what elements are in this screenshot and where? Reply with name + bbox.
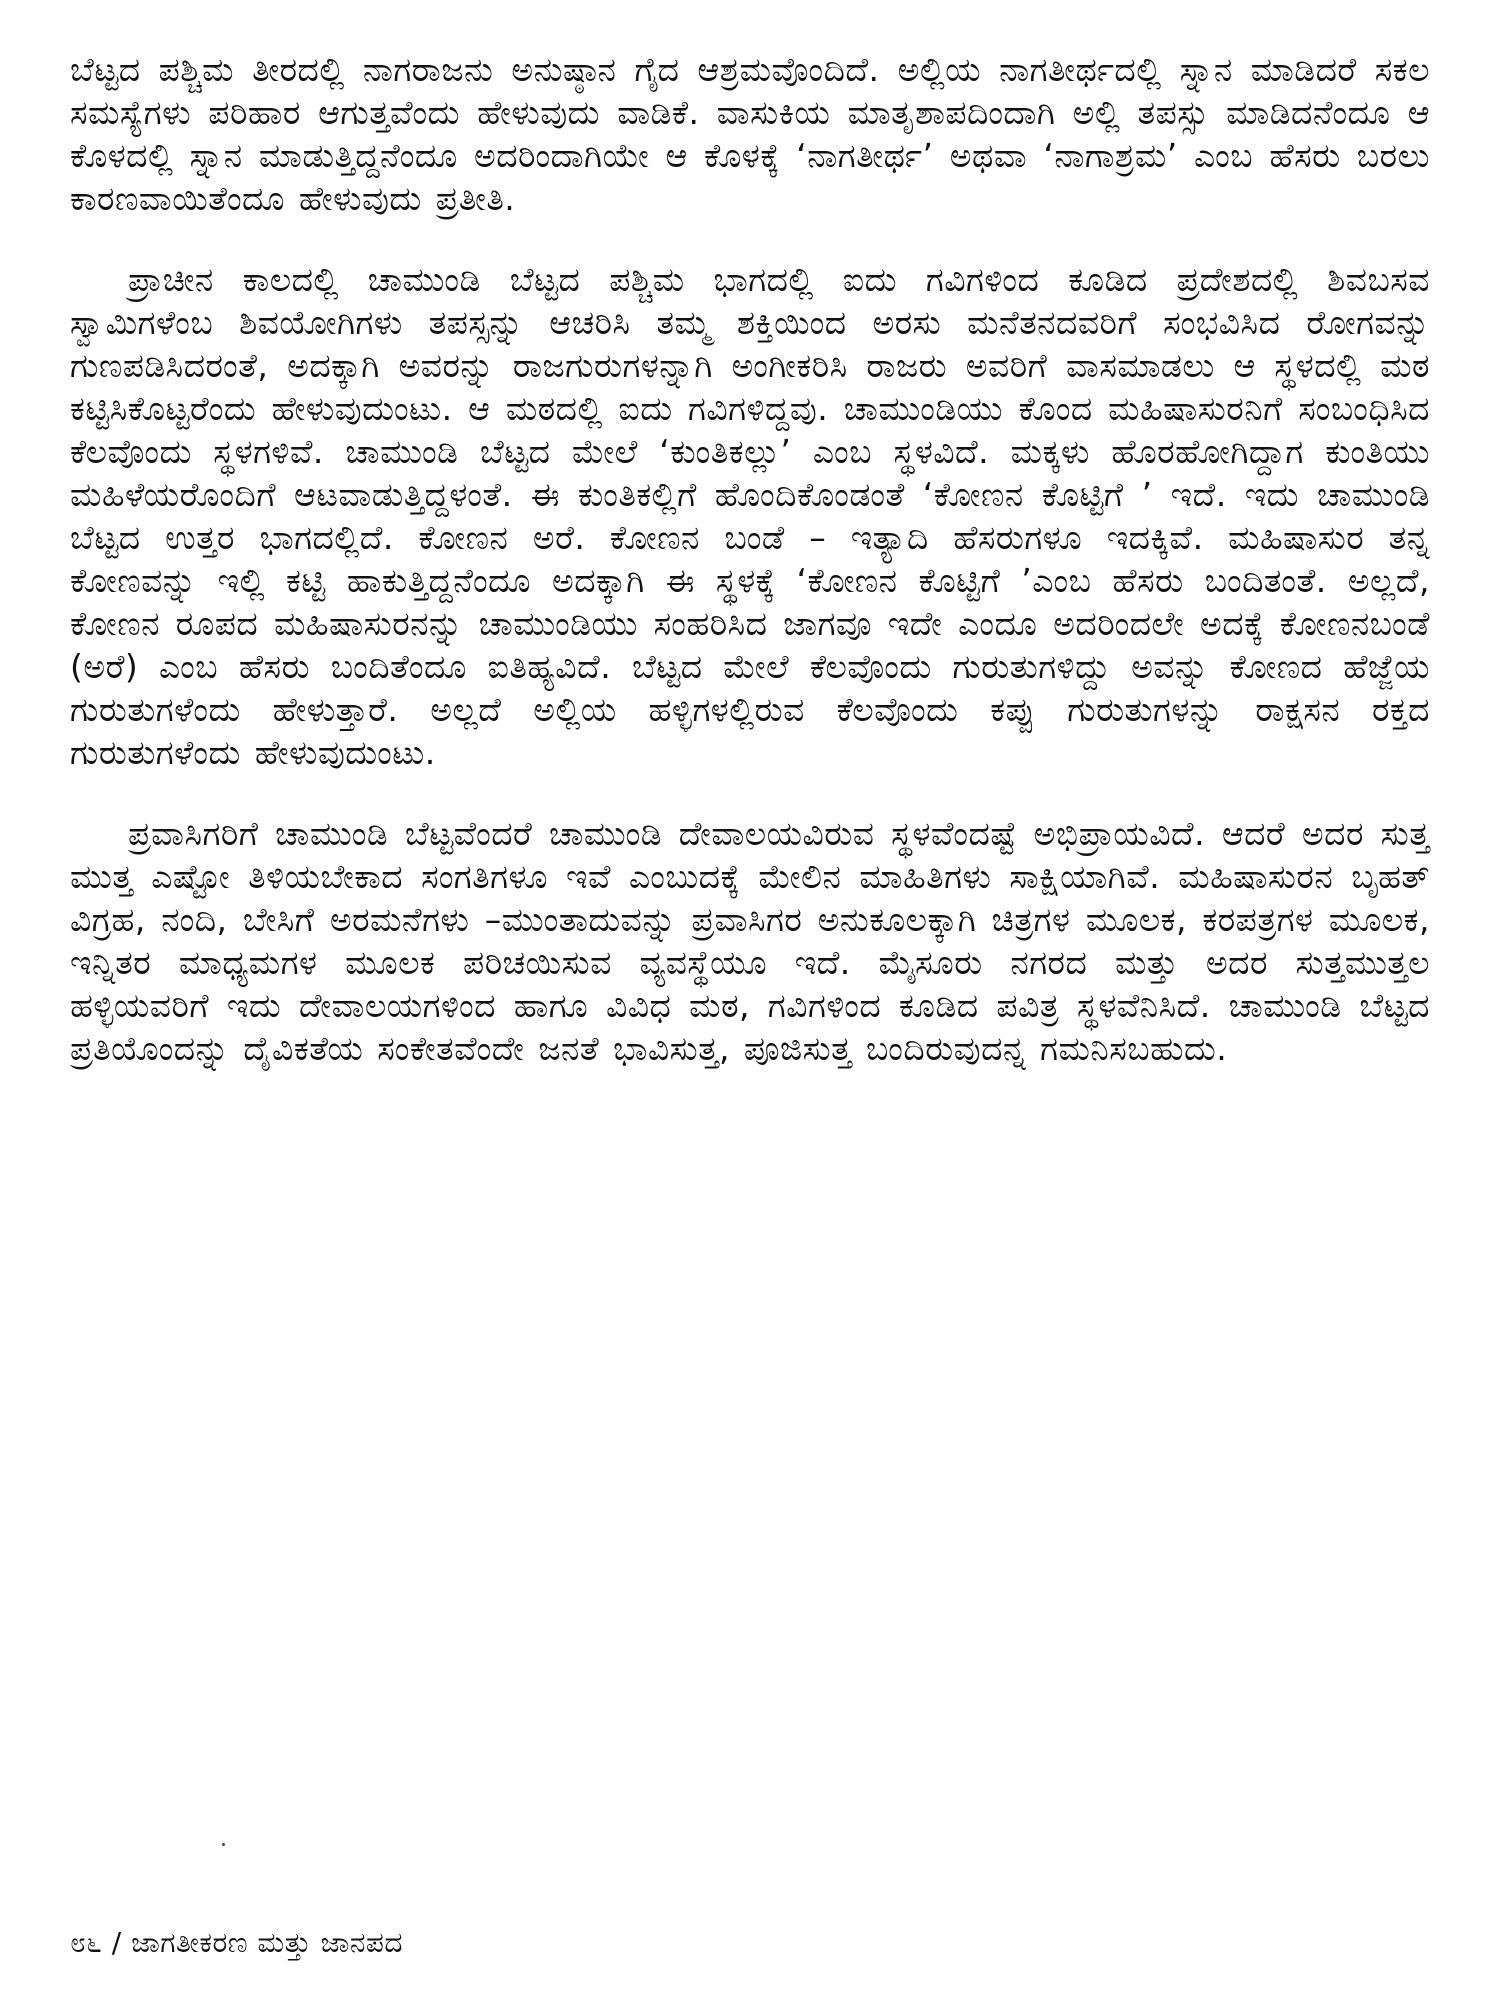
paragraph-nagatirtha: ಬೆಟ್ಟದ ಪಶ್ಚಿಮ ತೀರದಲ್ಲಿ ನಾಗರಾಜನು ಅನುಷ್ಠಾನ ಗೈದ ಆಶ್ರಮವೊಂದಿದೆ. ಅಲ್ಲಿಯ ನಾಗತೀರ್ಥದಲ್ಲಿ ಸ್ನಾನ ಮಾಡಿದರೆ ಸಕಲ ಸಮಸ್ಯೆಗಳು ಪರಿಹಾರ ಆಗುತ್ತವೆಂದು ಹೇಳುವುದು ವಾಡಿಕೆ. ವಾಸುಕಿಯ ಮಾತೃಶಾಪದಿಂದಾಗಿ ಅಲ್ಲಿ ತಪಸ್ಸು ಮಾಡಿದನೆಂದೂ ಆ ಕೊಳದಲ್ಲಿ ಸ್ನಾನ ಮಾಡುತ್ತಿದ್ದನೆಂದೂ ಅದರಿಂದಾಗಿಯೇ ಆ ಕೊಳಕ್ಕೆ ‘ನಾಗತೀರ್ಥ’ ಅಥವಾ ‘ನಾಗಾಶ್ರಮ’ ಎಂಬ ಹೆಸರು ಬರಲು ಕಾರಣವಾಯಿತೆಂದೂ ಹೇಳುವುದು ಪ್ರತೀತಿ. <box>70 50 1430 218</box>
paragraph-tourists: ಪ್ರವಾಸಿಗರಿಗೆ ಚಾಮುಂಡಿ ಬೆಟ್ಟವೆಂದರೆ ಚಾಮುಂಡಿ ದೇವಾಲಯವಿರುವ ಸ್ಥಳವೆಂದಷ್ಟೆ ಅಭಿಪ್ರಾಯವಿದೆ. ಆದರೆ ಅದರ ಸುತ್ತ ಮುತ್ತ ಎಷ್ಟೋ ತಿಳಿಯಬೇಕಾದ ಸಂಗತಿಗಳೂ ಇವೆ ಎಂಬುದಕ್ಕೆ ಮೇಲಿನ ಮಾಹಿತಿಗಳು ಸಾಕ್ಷಿಯಾಗಿವೆ. ಮಹಿಷಾಸುರನ ಬೃಹತ್ ವಿಗ್ರಹ, ನಂದಿ, ಬೇಸಿಗೆ ಅರಮನೆಗಳು –ಮುಂತಾದುವನ್ನು ಪ್ರವಾಸಿಗರ ಅನುಕೂಲಕ್ಕಾಗಿ ಚಿತ್ರಗಳ ಮೂಲಕ, ಕರಪತ್ರಗಳ ಮೂಲಕ, ಇನ್ನಿತರ ಮಾಧ್ಯಮಗಳ ಮೂಲಕ ಪರಿಚಯಿಸುವ ವ್ಯವಸ್ಥೆಯೂ ಇದೆ. ಮೈಸೂರು ನಗರದ ಮತ್ತು ಅದರ ಸುತ್ತಮುತ್ತಲ ಹಳ್ಳಿಯವರಿಗೆ ಇದು ದೇವಾಲಯಗಳಿಂದ ಹಾಗೂ ವಿವಿಧ ಮಠ, ಗವಿಗಳಿಂದ ಕೂಡಿದ ಪವಿತ್ರ ಸ್ಥಳವೆನಿಸಿದೆ. ಚಾಮುಂಡಿ ಬೆಟ್ಟದ ಪ್ರತಿಯೊಂದನ್ನು ದೈವಿಕತೆಯ ಸಂಕೇತವೆಂದೇ ಜನತೆ ಭಾವಿಸುತ್ತ, ಪೂಜಿಸುತ್ತ ಬಂದಿರುವುದನ್ನ ಗಮನಿಸಬಹುದು. <box>70 814 1430 1068</box>
paragraph-chamundi-hill-history: ಪ್ರಾಚೀನ ಕಾಲದಲ್ಲಿ ಚಾಮುಂಡಿ ಬೆಟ್ಟದ ಪಶ್ಚಿಮ ಭಾಗದಲ್ಲಿ ಐದು ಗವಿಗಳಿಂದ ಕೂಡಿದ ಪ್ರದೇಶದಲ್ಲಿ ಶಿವಬಸವ ಸ್ವಾಮಿಗಳೆಂಬ ಶಿವಯೋಗಿಗಳು ತಪಸ್ಸನ್ನು ಆಚರಿಸಿ ತಮ್ಮ ಶಕ್ತಿಯಿಂದ ಅರಸು ಮನೆತನದವರಿಗೆ ಸಂಭವಿಸಿದ ರೋಗವನ್ನು ಗುಣಪಡಿಸಿದರಂತೆ, ಅದಕ್ಕಾಗಿ ಅವರನ್ನು ರಾಜಗುರುಗಳನ್ನಾಗಿ ಅಂಗೀಕರಿಸಿ ರಾಜರು ಅವರಿಗೆ ವಾಸಮಾಡಲು ಆ ಸ್ಥಳದಲ್ಲಿ ಮಠ ಕಟ್ಟಿಸಿಕೊಟ್ಟರೆಂದು ಹೇಳುವುದುಂಟು. ಆ ಮಠದಲ್ಲಿ ಐದು ಗವಿಗಳಿದ್ದವು. ಚಾಮುಂಡಿಯು ಕೊಂದ ಮಹಿಷಾಸುರನಿಗೆ ಸಂಬಂಧಿಸಿದ ಕೆಲವೊಂದು ಸ್ಥಳಗಳಿವೆ. ಚಾಮುಂಡಿ ಬೆಟ್ಟದ ಮೇಲೆ ‘ಕುಂತಿಕಲ್ಲು’ ಎಂಬ ಸ್ಥಳವಿದೆ. ಮಕ್ಕಳು ಹೊರಹೋಗಿದ್ದಾಗ ಕುಂತಿಯು ಮಹಿಳೆಯರೊಂದಿಗೆ ಆಟವಾಡುತ್ತಿದ್ದಳಂತೆ. ಈ ಕುಂತಿಕಲ್ಲಿಗೆ ಹೊಂದಿಕೊಂಡಂತೆ ‘ಕೋಣನ ಕೊಟ್ಟಿಗೆ ’ ಇದೆ. ಇದು ಚಾಮುಂಡಿ ಬೆಟ್ಟದ ಉತ್ತರ ಭಾಗದಲ್ಲಿದೆ. ಕೋಣನ ಅರೆ. ಕೋಣನ ಬಂಡೆ – ಇತ್ಯಾದಿ ಹೆಸರುಗಳೂ ಇದಕ್ಕಿವೆ. ಮಹಿಷಾಸುರ ತನ್ನ ಕೋಣವನ್ನು ಇಲ್ಲಿ ಕಟ್ಟಿ ಹಾಕುತ್ತಿದ್ದನೆಂದೂ ಅದಕ್ಕಾಗಿ ಈ ಸ್ಥಳಕ್ಕೆ ‘ಕೋಣನ ಕೊಟ್ಟಿಗೆ ’ಎಂಬ ಹೆಸರು ಬಂದಿತಂತೆ. ಅಲ್ಲದೆ, ಕೋಣನ ರೂಪದ ಮಹಿಷಾಸುರನನ್ನು ಚಾಮುಂಡಿಯು ಸಂಹರಿಸಿದ ಜಾಗವೂ ಇದೇ ಎಂದೂ ಅದರಿಂದಲೇ ಅದಕ್ಕೆ ಕೋಣನಬಂಡೆ (ಅರೆ) ಎಂಬ ಹೆಸರು ಬಂದಿತೆಂದೂ ಐತಿಹ್ಯವಿದೆ. ಬೆಟ್ಟದ ಮೇಲೆ ಕೆಲವೊಂದು ಗುರುತುಗಳಿದ್ದು ಅವನ್ನು ಕೋಣದ ಹೆಜ್ಜೆಯ ಗುರುತುಗಳೆಂದು ಹೇಳುತ್ತಾರೆ. ಅಲ್ಲದೆ ಅಲ್ಲಿಯ ಹಳ್ಳಿಗಳಲ್ಲಿರುವ ಕೆಲವೊಂದು ಕಪ್ಪು ಗುರುತುಗಳನ್ನು ರಾಕ್ಷಸನ ರಕ್ತದ ಗುರುತುಗಳೆಂದು ಹೇಳುವುದುಂಟು. <box>70 260 1430 772</box>
page-footer: ೮೬ / ಜಾಗತೀಕರಣ ಮತ್ತು ಜಾನಪದ <box>70 1926 403 1959</box>
body-text <box>70 48 1430 1070</box>
scan-speck <box>222 1843 225 1846</box>
